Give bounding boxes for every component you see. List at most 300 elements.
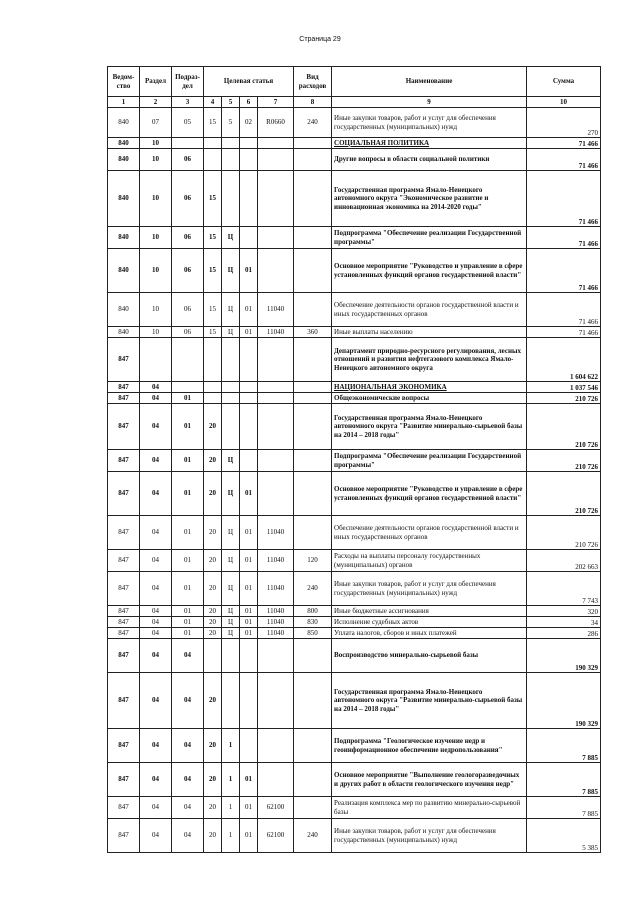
name-cell: Общеэкономические вопросы (332, 393, 527, 404)
code-cell (222, 382, 240, 393)
name-cell: Иные закупки товаров, работ и услуг для обеспечения государственных (муниципальных) нужд (332, 108, 527, 138)
header-cell: Целевая статья (204, 67, 294, 97)
code-cell: 04 (172, 797, 204, 819)
code-cell: 20 (204, 729, 222, 763)
name-cell: Государственная программа Ямало-Ненецкого автономного округа "Развитие минерально-сырьевой базы на 2014 – 2018 годы" (332, 404, 527, 450)
code-cell: 20 (204, 673, 222, 729)
code-cell: 830 (294, 617, 332, 628)
code-cell: Ц (222, 617, 240, 628)
name-cell: Департамент природно-ресурсного регулирования, лесных отношений и развития нефтегазового комплекса Ямало-Ненецкого автономного округа (332, 338, 527, 382)
code-cell: 15 (204, 227, 222, 249)
code-cell: 04 (140, 450, 172, 472)
code-cell (258, 393, 294, 404)
sum-cell: 7 743 (527, 572, 601, 606)
sum-cell: 71 466 (527, 227, 601, 249)
column-number: 3 (172, 97, 204, 108)
name-cell: Государственная программа Ямало-Ненецкого автономного округа "Развитие минерально-сырьевой базы на 2014 – 2018 годы" (332, 673, 527, 729)
code-cell: 01 (240, 763, 258, 797)
code-cell: 01 (240, 550, 258, 572)
code-cell: 11040 (258, 327, 294, 338)
table-row (108, 338, 601, 382)
code-cell (294, 763, 332, 797)
code-cell: Ц (222, 572, 240, 606)
name-cell: Уплата налогов, сборов и иных платежей (332, 628, 527, 639)
code-cell (240, 673, 258, 729)
code-cell (172, 338, 204, 382)
page-label: Страница 29 (299, 36, 341, 43)
code-cell: 840 (108, 227, 140, 249)
code-cell (240, 149, 258, 171)
code-cell (222, 673, 240, 729)
code-cell: 04 (140, 516, 172, 550)
code-cell (294, 171, 332, 227)
code-cell (294, 404, 332, 450)
code-cell (240, 729, 258, 763)
code-cell (204, 393, 222, 404)
code-cell (294, 249, 332, 293)
code-cell: 20 (204, 628, 222, 639)
code-cell (258, 639, 294, 673)
table-row (108, 516, 601, 550)
code-cell: 20 (204, 763, 222, 797)
code-cell (294, 639, 332, 673)
code-cell: 20 (204, 606, 222, 617)
code-cell: 04 (172, 729, 204, 763)
code-cell: Ц (222, 293, 240, 327)
sum-cell: 7 885 (527, 763, 601, 797)
code-cell: 847 (108, 729, 140, 763)
code-cell: 04 (172, 639, 204, 673)
name-cell: Реализация комплекса мер по развитию минерально-сырьевой базы (332, 797, 527, 819)
code-cell: 04 (140, 797, 172, 819)
code-cell: 06 (172, 227, 204, 249)
code-cell: 06 (172, 149, 204, 171)
name-cell: Подпрограмма "Обеспечение реализации Государственной программы" (332, 450, 527, 472)
code-cell: 01 (172, 550, 204, 572)
code-cell (294, 673, 332, 729)
code-cell: 15 (204, 108, 222, 138)
code-cell: 04 (140, 404, 172, 450)
column-number: 4 (204, 97, 222, 108)
code-cell: 01 (240, 617, 258, 628)
table-body (108, 108, 601, 853)
code-cell: 840 (108, 108, 140, 138)
name-cell: Обеспечение деятельности органов государственной власти и иных государственных органов (332, 293, 527, 327)
sum-cell: 210 726 (527, 393, 601, 404)
name-cell: Расходы на выплаты персоналу государственных (муниципальных) органов (332, 550, 527, 572)
code-cell: 847 (108, 639, 140, 673)
code-cell (204, 338, 222, 382)
code-cell (222, 639, 240, 673)
code-cell: 04 (172, 763, 204, 797)
name-cell: Основное мероприятие "Руководство и управление в сфере установленных функций органов государственной власти" (332, 249, 527, 293)
table-row (108, 819, 601, 853)
code-cell: 04 (140, 628, 172, 639)
code-cell: 10 (140, 293, 172, 327)
code-cell: 62100 (258, 819, 294, 853)
code-cell: 01 (240, 572, 258, 606)
name-cell: Государственная программа Ямало-Ненецкого автономного округа "Экономическое развитие и инновационная экономика на 2014-2020 годы" (332, 171, 527, 227)
code-cell: 01 (172, 628, 204, 639)
header-row (108, 67, 601, 97)
code-cell: 04 (140, 819, 172, 853)
code-cell (222, 393, 240, 404)
code-cell (222, 138, 240, 149)
table-row (108, 293, 601, 327)
code-cell: 04 (140, 729, 172, 763)
code-cell (222, 171, 240, 227)
code-cell (294, 149, 332, 171)
table-row (108, 393, 601, 404)
code-cell: 840 (108, 327, 140, 338)
name-cell: Другие вопросы в области социальной политики (332, 149, 527, 171)
column-number: 2 (140, 97, 172, 108)
table-row (108, 797, 601, 819)
code-cell: 04 (140, 673, 172, 729)
code-cell: 840 (108, 293, 140, 327)
code-cell (258, 404, 294, 450)
code-cell: 01 (172, 572, 204, 606)
code-cell: 10 (140, 171, 172, 227)
code-cell: 01 (172, 516, 204, 550)
code-cell: 15 (204, 327, 222, 338)
code-cell: Ц (222, 628, 240, 639)
table-row (108, 639, 601, 673)
code-cell: 04 (140, 393, 172, 404)
code-cell: 04 (172, 673, 204, 729)
table-row (108, 227, 601, 249)
name-cell: СОЦИАЛЬНАЯ ПОЛИТИКА (332, 138, 527, 149)
code-cell: 04 (140, 550, 172, 572)
code-cell: 06 (172, 327, 204, 338)
header-cell: Подраз-дел (172, 67, 204, 97)
code-cell (258, 338, 294, 382)
code-cell (258, 249, 294, 293)
code-cell (240, 393, 258, 404)
code-cell: 01 (172, 606, 204, 617)
code-cell: 847 (108, 550, 140, 572)
code-cell (294, 472, 332, 516)
code-cell: 01 (240, 327, 258, 338)
code-cell: 01 (172, 450, 204, 472)
table-row (108, 572, 601, 606)
code-cell (294, 450, 332, 472)
code-cell (258, 149, 294, 171)
code-cell (204, 639, 222, 673)
sum-cell: 71 466 (527, 293, 601, 327)
sum-cell: 7 885 (527, 797, 601, 819)
code-cell (294, 393, 332, 404)
code-cell (140, 338, 172, 382)
sum-cell: 202 663 (527, 550, 601, 572)
column-number: 6 (240, 97, 258, 108)
code-cell: 11040 (258, 550, 294, 572)
code-cell (258, 472, 294, 516)
code-cell (240, 227, 258, 249)
code-cell: 06 (172, 171, 204, 227)
name-cell: Обеспечение деятельности органов государственной власти и иных государственных органов (332, 516, 527, 550)
code-cell: 20 (204, 819, 222, 853)
table-row (108, 404, 601, 450)
code-cell: 847 (108, 516, 140, 550)
code-cell: 11040 (258, 572, 294, 606)
code-cell: 10 (140, 249, 172, 293)
code-cell: 10 (140, 327, 172, 338)
header-cell: Сумма (527, 67, 601, 97)
code-cell: 847 (108, 673, 140, 729)
name-cell: Иные закупки товаров, работ и услуг для обеспечения государственных (муниципальных) нужд (332, 572, 527, 606)
sum-cell: 286 (527, 628, 601, 639)
code-cell: 04 (140, 617, 172, 628)
code-cell: 20 (204, 617, 222, 628)
sum-cell: 7 885 (527, 729, 601, 763)
code-cell: 01 (240, 628, 258, 639)
code-cell: 847 (108, 450, 140, 472)
code-cell: 04 (140, 472, 172, 516)
code-cell (172, 138, 204, 149)
code-cell (240, 450, 258, 472)
code-cell: 06 (172, 293, 204, 327)
name-cell: Основное мероприятие "Руководство и управление в сфере установленных функций органов государственной власти" (332, 472, 527, 516)
code-cell (294, 729, 332, 763)
code-cell (222, 149, 240, 171)
code-cell: 11040 (258, 617, 294, 628)
code-cell: 01 (172, 617, 204, 628)
sum-cell: 5 385 (527, 819, 601, 853)
code-cell: 04 (140, 572, 172, 606)
sum-cell: 1 604 622 (527, 338, 601, 382)
code-cell: 847 (108, 472, 140, 516)
code-cell (240, 171, 258, 227)
table-row (108, 382, 601, 393)
sum-cell: 190 329 (527, 639, 601, 673)
code-cell: 15 (204, 171, 222, 227)
code-cell (222, 338, 240, 382)
code-cell (294, 338, 332, 382)
code-cell: 01 (240, 249, 258, 293)
code-cell (222, 404, 240, 450)
column-number: 5 (222, 97, 240, 108)
code-cell: 04 (140, 763, 172, 797)
header-cell: Раздел (140, 67, 172, 97)
code-cell (258, 382, 294, 393)
code-cell (294, 138, 332, 149)
name-cell: Иные выплаты населению (332, 327, 527, 338)
code-cell: 20 (204, 450, 222, 472)
code-cell: 01 (240, 472, 258, 516)
table-row (108, 472, 601, 516)
code-cell: 20 (204, 472, 222, 516)
code-cell: 1 (222, 797, 240, 819)
header-cell: Наименование (332, 67, 527, 97)
code-cell: 360 (294, 327, 332, 338)
code-cell: 11040 (258, 293, 294, 327)
code-cell: 847 (108, 763, 140, 797)
table-row (108, 138, 601, 149)
code-cell: 847 (108, 393, 140, 404)
name-cell: НАЦИОНАЛЬНАЯ ЭКОНОМИКА (332, 382, 527, 393)
table-row (108, 171, 601, 227)
code-cell: 07 (140, 108, 172, 138)
code-cell (294, 797, 332, 819)
column-number: 8 (294, 97, 332, 108)
code-cell (258, 138, 294, 149)
code-cell: 11040 (258, 628, 294, 639)
code-cell: 20 (204, 404, 222, 450)
code-cell: 11040 (258, 606, 294, 617)
code-cell: 847 (108, 797, 140, 819)
code-cell (240, 639, 258, 673)
budget-table (107, 66, 601, 853)
code-cell (240, 404, 258, 450)
name-cell: Иные закупки товаров, работ и услуг для обеспечения государственных (муниципальных) нужд (332, 819, 527, 853)
code-cell: 840 (108, 149, 140, 171)
sum-cell: 71 466 (527, 249, 601, 293)
code-cell (258, 450, 294, 472)
code-cell: 20 (204, 797, 222, 819)
code-cell: Ц (222, 472, 240, 516)
code-cell: 847 (108, 572, 140, 606)
code-cell: 02 (240, 108, 258, 138)
header-cell: Ведом-ство (108, 67, 140, 97)
sum-cell: 71 466 (527, 171, 601, 227)
sum-cell: 34 (527, 617, 601, 628)
table-row (108, 149, 601, 171)
code-cell: 11040 (258, 516, 294, 550)
code-cell: 20 (204, 516, 222, 550)
code-cell: 20 (204, 572, 222, 606)
code-cell (240, 382, 258, 393)
code-cell: 20 (204, 550, 222, 572)
name-cell: Подпрограмма "Геологическое изучение недр и геоинформационное обеспечение недропользования" (332, 729, 527, 763)
sum-cell: 71 466 (527, 138, 601, 149)
code-cell: Ц (222, 516, 240, 550)
code-cell: Ц (222, 227, 240, 249)
code-cell: 800 (294, 606, 332, 617)
table-row (108, 550, 601, 572)
table-row (108, 606, 601, 617)
column-number: 10 (527, 97, 601, 108)
sum-cell: 71 466 (527, 149, 601, 171)
name-cell: Основное мероприятие "Выполнение геологоразведочных и других работ в области геологического изучения недр" (332, 763, 527, 797)
sum-cell: 270 (527, 108, 601, 138)
code-cell: Ц (222, 327, 240, 338)
code-cell: 01 (172, 472, 204, 516)
code-cell: 01 (240, 516, 258, 550)
name-cell: Воспроизводство минерально-сырьевой базы (332, 639, 527, 673)
table-row (108, 628, 601, 639)
code-cell (258, 171, 294, 227)
code-cell (204, 138, 222, 149)
code-cell (172, 382, 204, 393)
code-cell: 10 (140, 138, 172, 149)
sum-cell: 210 726 (527, 472, 601, 516)
table-row (108, 617, 601, 628)
table-row (108, 327, 601, 338)
code-cell: 15 (204, 293, 222, 327)
header-cell: Вид расходов (294, 67, 332, 97)
name-cell: Иные бюджетные ассигнования (332, 606, 527, 617)
sum-cell: 210 726 (527, 516, 601, 550)
code-cell (258, 227, 294, 249)
code-cell: 01 (172, 393, 204, 404)
code-cell: 04 (172, 819, 204, 853)
table-row (108, 729, 601, 763)
code-cell: Ц (222, 450, 240, 472)
code-cell: 01 (240, 606, 258, 617)
code-cell (294, 382, 332, 393)
code-cell (204, 382, 222, 393)
code-cell: 04 (140, 606, 172, 617)
code-cell: 5 (222, 108, 240, 138)
code-cell: 10 (140, 149, 172, 171)
code-cell: Ц (222, 606, 240, 617)
code-cell: 1 (222, 819, 240, 853)
code-cell (294, 227, 332, 249)
code-cell: 120 (294, 550, 332, 572)
code-cell: 240 (294, 819, 332, 853)
code-cell: 15 (204, 249, 222, 293)
code-cell: 05 (172, 108, 204, 138)
name-cell: Исполнение судебных актов (332, 617, 527, 628)
code-cell: 847 (108, 404, 140, 450)
code-cell: 1 (222, 763, 240, 797)
code-cell: 04 (140, 639, 172, 673)
code-cell (240, 338, 258, 382)
code-cell: 01 (240, 797, 258, 819)
code-cell: 240 (294, 572, 332, 606)
sum-cell: 1 037 546 (527, 382, 601, 393)
code-cell: Ц (222, 550, 240, 572)
code-cell (204, 149, 222, 171)
code-cell: 840 (108, 171, 140, 227)
code-cell: 01 (172, 404, 204, 450)
code-cell: 847 (108, 617, 140, 628)
code-cell: R0660 (258, 108, 294, 138)
table-row (108, 763, 601, 797)
table-row (108, 249, 601, 293)
code-cell: 62100 (258, 797, 294, 819)
code-cell: Ц (222, 249, 240, 293)
code-cell: 847 (108, 628, 140, 639)
table-row (108, 108, 601, 138)
code-cell: 847 (108, 819, 140, 853)
column-number: 9 (332, 97, 527, 108)
code-cell: 847 (108, 382, 140, 393)
code-cell (258, 673, 294, 729)
column-number: 1 (108, 97, 140, 108)
table-row (108, 450, 601, 472)
code-cell: 840 (108, 138, 140, 149)
code-cell: 06 (172, 249, 204, 293)
code-cell: 01 (240, 293, 258, 327)
column-number: 7 (258, 97, 294, 108)
code-cell: 847 (108, 338, 140, 382)
code-cell (258, 729, 294, 763)
code-cell: 04 (140, 382, 172, 393)
code-cell: 850 (294, 628, 332, 639)
sum-cell: 210 726 (527, 404, 601, 450)
table-row (108, 673, 601, 729)
code-cell: 10 (140, 227, 172, 249)
code-cell: 1 (222, 729, 240, 763)
code-cell (294, 516, 332, 550)
code-cell: 847 (108, 606, 140, 617)
column-number-row (108, 97, 601, 108)
code-cell: 840 (108, 249, 140, 293)
code-cell: 01 (240, 819, 258, 853)
code-cell (240, 138, 258, 149)
